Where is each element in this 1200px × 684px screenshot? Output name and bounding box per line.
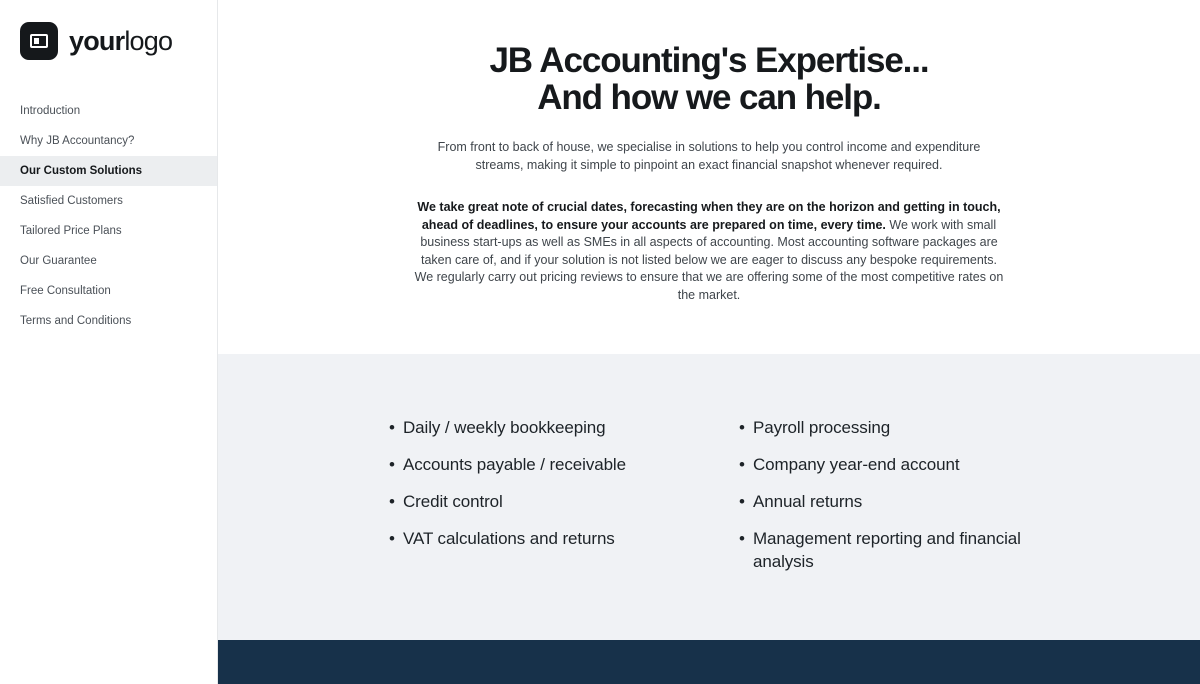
service-label: Payroll processing	[753, 418, 891, 437]
page-title-line1: JB Accounting's Expertise...	[489, 41, 929, 80]
logo-mark-icon	[20, 22, 58, 60]
bullet-icon: •	[739, 455, 745, 474]
list-item	[389, 527, 679, 550]
sidebar-item-our-guarantee[interactable]: Our Guarantee	[0, 246, 217, 276]
main-content	[218, 0, 1200, 684]
sidebar-item-why-jb-accountancy[interactable]: Why JB Accountancy?	[0, 126, 217, 156]
list-item	[389, 490, 679, 513]
services-grid	[389, 416, 1029, 587]
services-section	[218, 354, 1200, 640]
sidebar-item-our-custom-solutions[interactable]: Our Custom Solutions	[0, 156, 217, 186]
sidebar-item-tailored-price-plans[interactable]: Tailored Price Plans	[0, 216, 217, 246]
list-item	[739, 453, 1029, 476]
service-label: Daily / weekly bookkeeping	[403, 418, 606, 437]
bullet-icon: •	[389, 418, 395, 437]
sidebar-item-satisfied-customers[interactable]: Satisfied Customers	[0, 186, 217, 216]
sidebar-item-terms-and-conditions[interactable]: Terms and Conditions	[0, 306, 217, 336]
logo[interactable]	[0, 22, 217, 60]
body-paragraph	[414, 199, 1004, 305]
service-label: Credit control	[403, 492, 503, 511]
sidebar-item-introduction[interactable]: Introduction	[0, 96, 217, 126]
body-paragraph-rest: We work with small business start-ups as well as SMEs in all aspects of accounting. Most accounting software packages are taken care of, and if your solution is not listed below we are eager to discuss any bespoke requirements. We regularly carry out pricing reviews to ensure that we are offering some of the most competitive rates on the market.	[414, 217, 1004, 302]
bullet-icon: •	[389, 455, 395, 474]
service-label: Management reporting and financial analysis	[753, 529, 1021, 571]
intro-paragraph: From front to back of house, we specialise in solutions to help you control income and expenditure streams, making it simple to pinpoint an exact financial snapshot whenever required.	[437, 140, 981, 172]
list-item	[389, 416, 679, 439]
bullet-icon: •	[739, 418, 745, 437]
body-paragraph-emphasis: We take great note of crucial dates, forecasting when they are on the horizon and getting in touch, ahead of deadlines, to ensure your accounts are prepared on time, every time.	[417, 200, 1001, 232]
bullet-icon: •	[389, 529, 395, 548]
logo-text-suffix: logo	[124, 25, 173, 56]
footer-band	[218, 640, 1200, 684]
bullet-icon: •	[739, 529, 745, 548]
list-item	[739, 416, 1029, 439]
page-title	[218, 42, 1200, 116]
bullet-icon: •	[389, 492, 395, 511]
service-label: Company year-end account	[753, 455, 960, 474]
services-column-left	[389, 416, 679, 587]
service-label: Accounts payable / receivable	[403, 455, 626, 474]
services-column-right	[739, 416, 1029, 587]
list-item	[389, 453, 679, 476]
bullet-icon: •	[739, 492, 745, 511]
service-label: VAT calculations and returns	[403, 529, 615, 548]
list-item	[739, 527, 1029, 573]
sidebar-nav	[0, 96, 217, 336]
sidebar-item-free-consultation[interactable]: Free Consultation	[0, 276, 217, 306]
page-title-line2: And how we can help.	[537, 78, 881, 117]
list-item	[739, 490, 1029, 513]
sidebar	[0, 0, 218, 684]
service-label: Annual returns	[753, 492, 863, 511]
hero-section	[218, 0, 1200, 354]
logo-text-prefix: your	[69, 25, 125, 56]
logo-text	[69, 26, 172, 57]
